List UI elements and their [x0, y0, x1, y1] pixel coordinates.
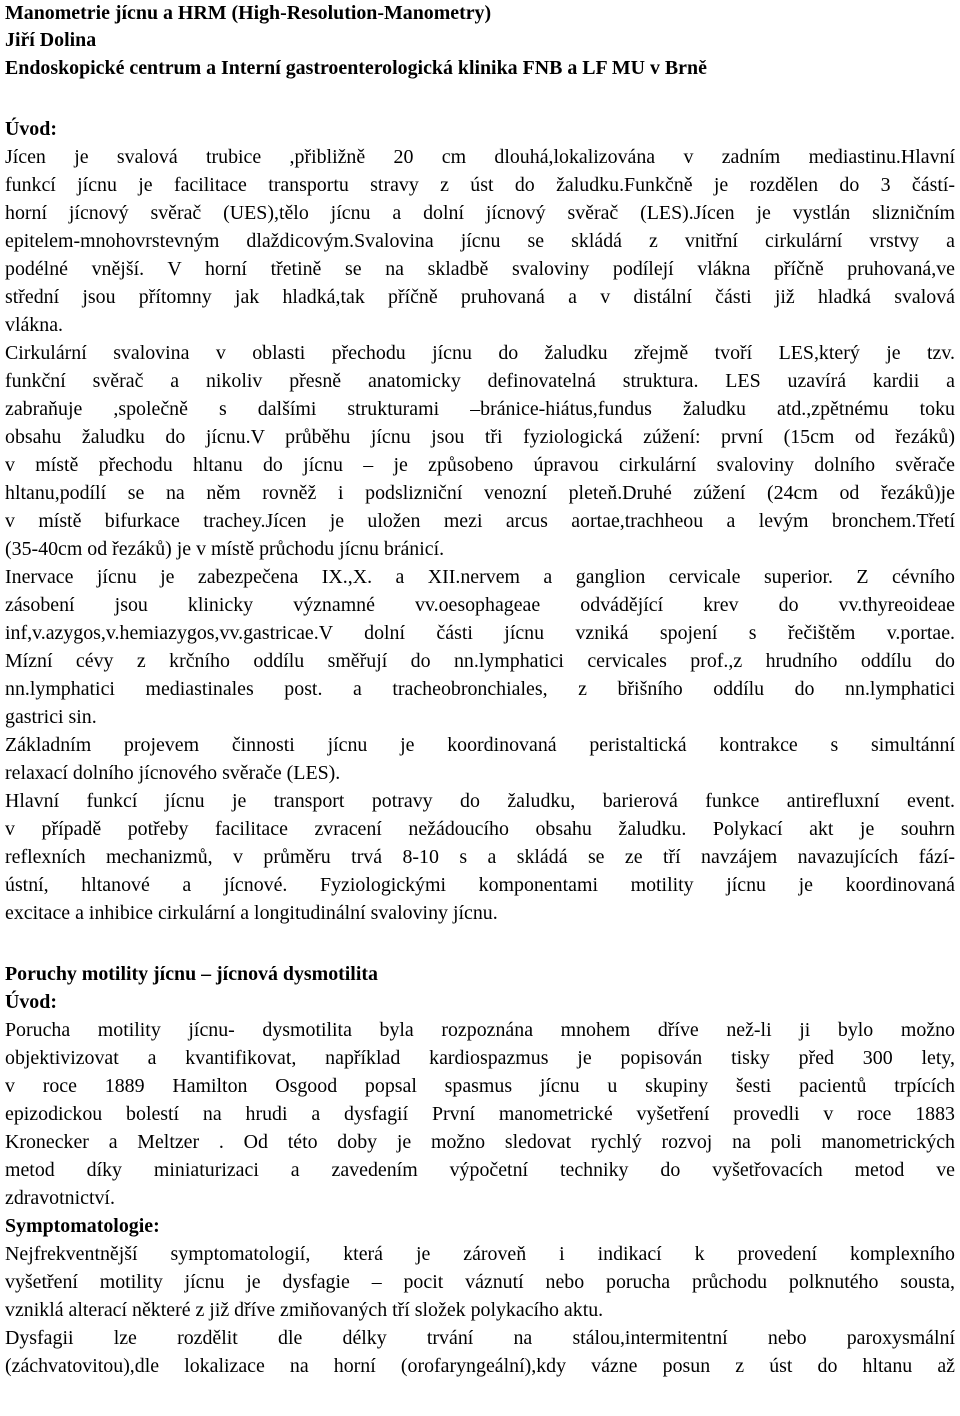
paragraph-line: v místě přechodu hltanu do jícnu – je způsobeno úpravou cirkulární svaloviny dolního svěrače — [5, 454, 955, 476]
paragraph-line: nn.lymphatici mediastinales post. a tracheobronchiales, z břišního oddílu do nn.lymphatici — [5, 678, 955, 700]
paragraph-line: Jícen je svalová trubice ,přibližně 20 cm dlouhá,lokalizována v zadním mediastinu.Hlavní — [5, 146, 955, 168]
document-title: Manometrie jícnu a HRM (High-Resolution-Manometry) — [5, 2, 492, 24]
paragraph-line: excitace a inhibice cirkulární a longitudinální svaloviny jícnu. — [5, 902, 498, 924]
paragraph-line: podélné vnější. V horní třetině se na skladbě svaloviny podílejí vlákna příčně pruhovaná,ve — [5, 258, 955, 280]
paragraph-line: zdravotnictví. — [5, 1187, 115, 1209]
paragraph-line: Porucha motility jícnu- dysmotilita byla rozpoznána mnohem dříve než-li ji bylo možno — [5, 1019, 955, 1041]
paragraph-line: funkční svěrač a nikoliv přesně anatomicky definovatelná struktura. LES uzavírá kardii a — [5, 370, 955, 392]
section-subheading-intro: Úvod: — [5, 991, 57, 1013]
paragraph-line: epitelem-mnohovrstevným dlaždicovým.Svalovina jícnu se skládá z vnitřní cirkulární vrstvy a — [5, 230, 955, 252]
paragraph-line: zabraňuje ,společně s dalšími strukturami –bránice-hiátus,fundus žaludku atd.,zpětnému toku — [5, 398, 955, 420]
paragraph-line: vyšetření motility jícnu je dysfagie – pocit váznutí nebo porucha průchodu polknutého sousta, — [5, 1271, 955, 1293]
paragraph-line: horní jícnový svěrač (UES),tělo jícnu a dolní jícnový svěrač (LES).Jícen je vystlán slizničním — [5, 202, 955, 224]
paragraph-line: vzniklá alterací některé z již dříve zmiňovaných tří složek polykacího aktu. — [5, 1299, 604, 1321]
paragraph-line: Základním projevem činnosti jícnu je koordinovaná peristaltická kontrakce s simultánní — [5, 734, 955, 756]
section-heading-intro: Úvod: — [5, 118, 57, 140]
paragraph-line: (záchvatovitou),dle lokalizace na horní (orofaryngeální),kdy vázne posun z úst do hltanu až — [5, 1355, 955, 1377]
paragraph-line: v místě bifurkace trachey.Jícen je uložen mezi arcus aortae,trachheou a levým bronchem.Třetí — [5, 510, 955, 532]
section-heading-dysmotility: Poruchy motility jícnu – jícnová dysmotilita — [5, 963, 378, 985]
paragraph-line: reflexních mechanizmů, v průměru trvá 8-10 s a skládá se ze tří navzájem navazujících fází- — [5, 846, 955, 868]
paragraph-line: Mízní cévy z krčního oddílu směřují do nn.lymphatici cervicales prof.,z hrudního oddílu do — [5, 650, 955, 672]
paragraph-line: vlákna. — [5, 314, 63, 336]
paragraph-line: v případě potřeby facilitace zvracení nežádoucího obsahu žaludku. Polykací akt je souhrn — [5, 818, 955, 840]
author-name: Jiří Dolina — [5, 29, 97, 51]
paragraph-line: ústní, hltanové a jícnové. Fyziologickými komponentami motility jícnu je koordinovaná — [5, 874, 955, 896]
paragraph-line: obsahu žaludku do jícnu.V průběhu jícnu jsou tři fyziologická zúžení: první (15cm od řezáků) — [5, 426, 955, 448]
paragraph-line: metod díky miniaturizaci a zavedením výpočetní techniky do vyšetřovacích metod ve — [5, 1159, 955, 1181]
paragraph-line: Dysfagii lze rozdělit dle délky trvání na stálou,intermitentní nebo paroxysmální — [5, 1327, 955, 1349]
paragraph-line: objektivizovat a kvantifikovat, například kardiospazmus je popisován tisky před 300 lety, — [5, 1047, 955, 1069]
affiliation: Endoskopické centrum a Interní gastroenterologická klinika FNB a LF MU v Brně — [5, 57, 707, 79]
paragraph-line: Hlavní funkcí jícnu je transport potravy do žaludku, barierová funkce antirefluxní event. — [5, 790, 955, 812]
paragraph-line: inf,v.azygos,v.hemiazygos,vv.gastricae.V dolní části jícnu vzniká spojení s řečištěm v.portae. — [5, 622, 955, 644]
paragraph-line: relaxací dolního jícnového svěrače (LES). — [5, 762, 341, 784]
paragraph-line: hltanu,podílí se na něm rovněž i podslizniční venozní pleteň.Druhé zúžení (24cm od řezáků)je — [5, 482, 955, 504]
paragraph-line: funkcí jícnu je facilitace transportu stravy z úst do žaludku.Funkčně je rozdělen do 3 částí- — [5, 174, 955, 196]
paragraph-line: Kronecker a Meltzer . Od této doby je možno sledovat rychlý rozvoj na poli manometrických — [5, 1131, 955, 1153]
paragraph-line: gastrici sin. — [5, 706, 97, 728]
paragraph-line: Inervace jícnu je zabezpečena IX.,X. a XII.nervem a ganglion cervicale superior. Z cévního — [5, 566, 955, 588]
paragraph-line: Nejfrekventnější symptomatologií, která je zároveň i indikací k provedení komplexního — [5, 1243, 955, 1265]
paragraph-line: epizodickou bolestí na hrudi a dysfagií První manometrické vyšetření provedli v roce 1883 — [5, 1103, 955, 1125]
paragraph-line: zásobení jsou klinicky významné vv.oesophageae odvádějící krev do vv.thyreoideae — [5, 594, 955, 616]
paragraph-line: v roce 1889 Hamilton Osgood popsal spasmus jícnu u skupiny šesti pacientů trpících — [5, 1075, 955, 1097]
paragraph-line: střední jsou přítomny jak hladká,tak příčně pruhovaná a v distální části již hladká svalová — [5, 286, 955, 308]
section-heading-symptomatology: Symptomatologie: — [5, 1215, 160, 1237]
paragraph-line: Cirkulární svalovina v oblasti přechodu jícnu do žaludku zřejmě tvoří LES,který je tzv. — [5, 342, 955, 364]
paragraph-line: (35-40cm od řezáků) je v místě průchodu jícnu bránicí. — [5, 538, 445, 560]
